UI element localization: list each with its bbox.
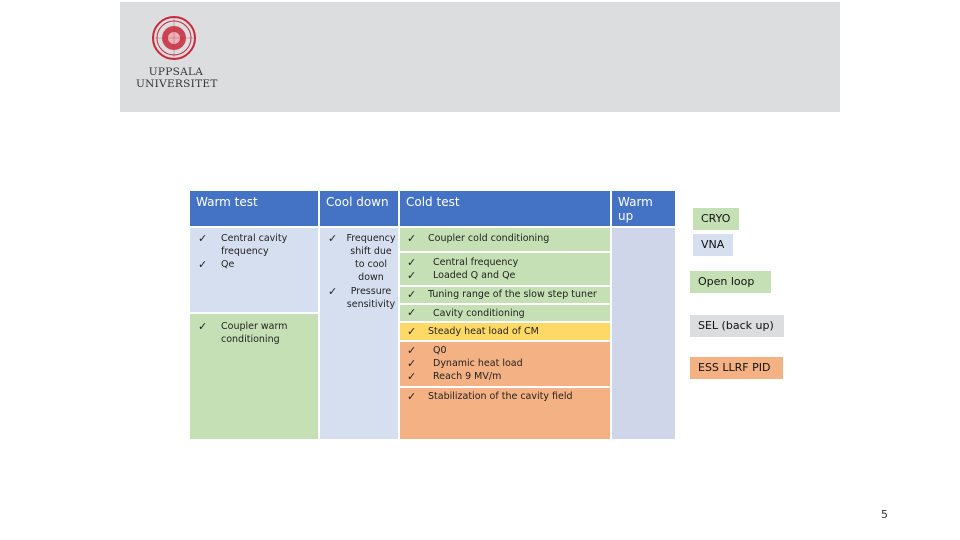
cold-item-loaded-q: Loaded Q and Qe [433,270,516,281]
cold-item-stabilization: Stabilization of the cavity field [428,391,573,402]
check-icon: ✓ [328,285,338,298]
cold-item-reach: Reach 9 MV/m [433,371,502,382]
cold-item-steady-heat: Steady heat load of CM [428,326,539,337]
legend-cryo-label: CRYO [701,212,731,225]
cold-item-tuning: Tuning range of the slow step tuner [428,289,597,300]
header-cool-down [320,191,398,226]
warm-item-frequency: Central cavity frequency [221,233,288,257]
legend-ess [690,357,783,379]
legend-cryo [693,208,739,230]
legend-open-loop-label: Open loop [698,275,755,288]
check-icon: ✓ [407,370,417,383]
cool-item-pressure: Pressure sensitivity [346,286,396,310]
header-warm-test-label: Warm test [196,195,258,209]
check-icon: ✓ [198,258,208,271]
legend-ess-label: ESS LLRF PID [698,361,771,374]
check-icon: ✓ [407,325,417,338]
cold-item-central-frequency: Central frequency [433,257,519,268]
cold-item-cavity-conditioning: Cavity conditioning [433,308,525,319]
warm-item-qe: Qe [221,259,235,270]
legend-vna [693,234,733,256]
check-icon: ✓ [407,357,417,370]
legend-sel-label: SEL (back up) [698,319,774,332]
check-icon: ✓ [407,390,417,403]
cold-item-coupler: Coupler cold conditioning [428,233,550,244]
university-seal-icon [152,16,196,60]
check-icon: ✓ [198,232,208,245]
check-icon: ✓ [328,232,338,245]
check-icon: ✓ [407,232,417,245]
logo-wordmark [136,66,216,90]
check-icon: ✓ [407,306,417,319]
header-warm-test [190,191,318,226]
warm-item-coupler: Coupler warm conditioning [221,321,288,345]
header-cold-test-label: Cold test [406,195,460,209]
legend-open-loop [690,271,771,293]
check-icon: ✓ [198,320,208,333]
legend-vna-label: VNA [701,238,725,251]
check-icon: ✓ [407,344,417,357]
logo-line-2: UNIVERSITET [136,78,218,90]
check-icon: ✓ [407,269,417,282]
check-icon: ✓ [407,256,417,269]
header-banner [120,2,840,112]
header-warm-up [612,191,675,226]
logo-line-1: UPPSALA [148,66,204,78]
header-cold-test [400,191,610,226]
page-number: 5 [881,508,888,521]
cold-item-dynamic-heat: Dynamic heat load [433,358,523,369]
legend-sel [690,315,784,337]
header-cool-down-label: Cool down [326,195,389,209]
cool-item-frequency-shift: Frequency shift due to cool down [346,233,396,283]
cold-item-q0: Q0 [433,345,447,356]
warm-up-cell [612,228,675,439]
check-icon: ✓ [407,288,417,301]
header-warm-up-label: Warm up [618,195,653,223]
